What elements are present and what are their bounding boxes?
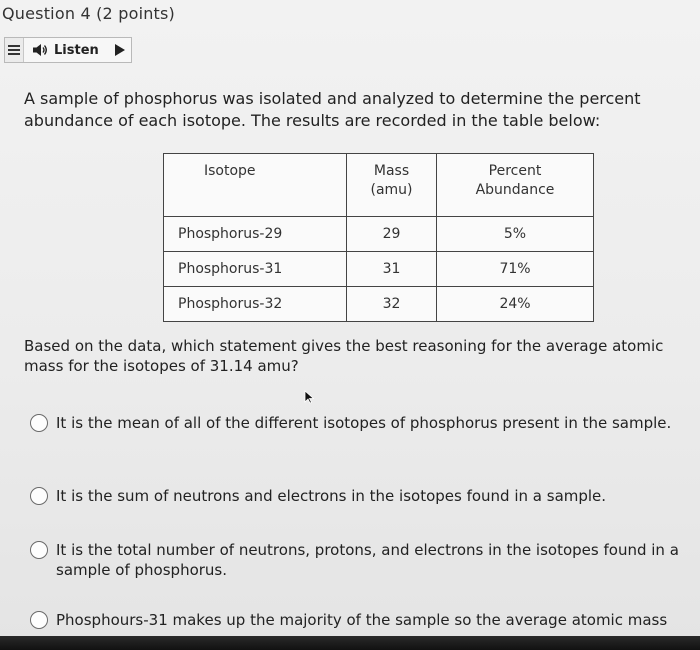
percent-cell: 71% — [437, 252, 594, 287]
answer-option-2[interactable] — [30, 486, 690, 506]
percent-cell: 24% — [437, 287, 594, 322]
header-mass: Mass (amu) — [347, 154, 437, 217]
listen-toolbar[interactable] — [4, 37, 132, 63]
isotope-table — [163, 153, 594, 322]
mass-cell: 31 — [347, 252, 437, 287]
answer-option-4[interactable] — [30, 610, 690, 630]
table-header-row — [164, 154, 594, 217]
play-icon[interactable] — [115, 44, 125, 56]
screen-bezel — [0, 636, 700, 650]
mass-cell: 32 — [347, 287, 437, 322]
isotope-cell: Phosphorus-32 — [164, 287, 347, 322]
listen-button[interactable] — [24, 38, 115, 62]
question-text: A sample of phosphorus was isolated and analyzed to determine the percent abundance of each isotope. The results are recorded in the table below: — [24, 89, 641, 130]
radio-button[interactable] — [30, 611, 48, 629]
radio-button[interactable] — [30, 414, 48, 432]
answer-option-text: Phosphours-31 makes up the majority of the sample so the average atomic mass — [56, 611, 668, 629]
mass-cell: 29 — [347, 217, 437, 252]
answer-option-1[interactable] — [30, 413, 690, 433]
question-title: Question 4 (2 points) — [2, 4, 176, 23]
radio-button[interactable] — [30, 487, 48, 505]
isotope-cell: Phosphorus-31 — [164, 252, 347, 287]
answer-option-text: It is the total number of neutrons, protons, and electrons in the isotopes found in a sample of phosphorus. — [56, 541, 679, 579]
radio-button[interactable] — [30, 541, 48, 559]
header-isotope: Isotope — [164, 154, 347, 217]
answer-option-text: It is the sum of neutrons and electrons in the isotopes found in a sample. — [56, 487, 607, 505]
table-row — [164, 217, 594, 252]
question-prompt: Based on the data, which statement gives the best reasoning for the average atomic mass for the isotopes of 31.14 amu? — [24, 337, 664, 375]
header-percent-abundance: Percent Abundance — [437, 154, 594, 217]
menu-icon[interactable] — [5, 38, 24, 62]
isotope-cell: Phosphorus-29 — [164, 217, 347, 252]
answer-option-text: It is the mean of all of the different isotopes of phosphorus present in the sample. — [56, 414, 672, 432]
percent-cell: 5% — [437, 217, 594, 252]
cursor-icon — [304, 390, 314, 404]
speaker-icon — [32, 43, 48, 57]
table-row — [164, 287, 594, 322]
answer-option-3[interactable] — [30, 540, 690, 580]
table-row — [164, 252, 594, 287]
listen-label: Listen — [54, 42, 99, 58]
